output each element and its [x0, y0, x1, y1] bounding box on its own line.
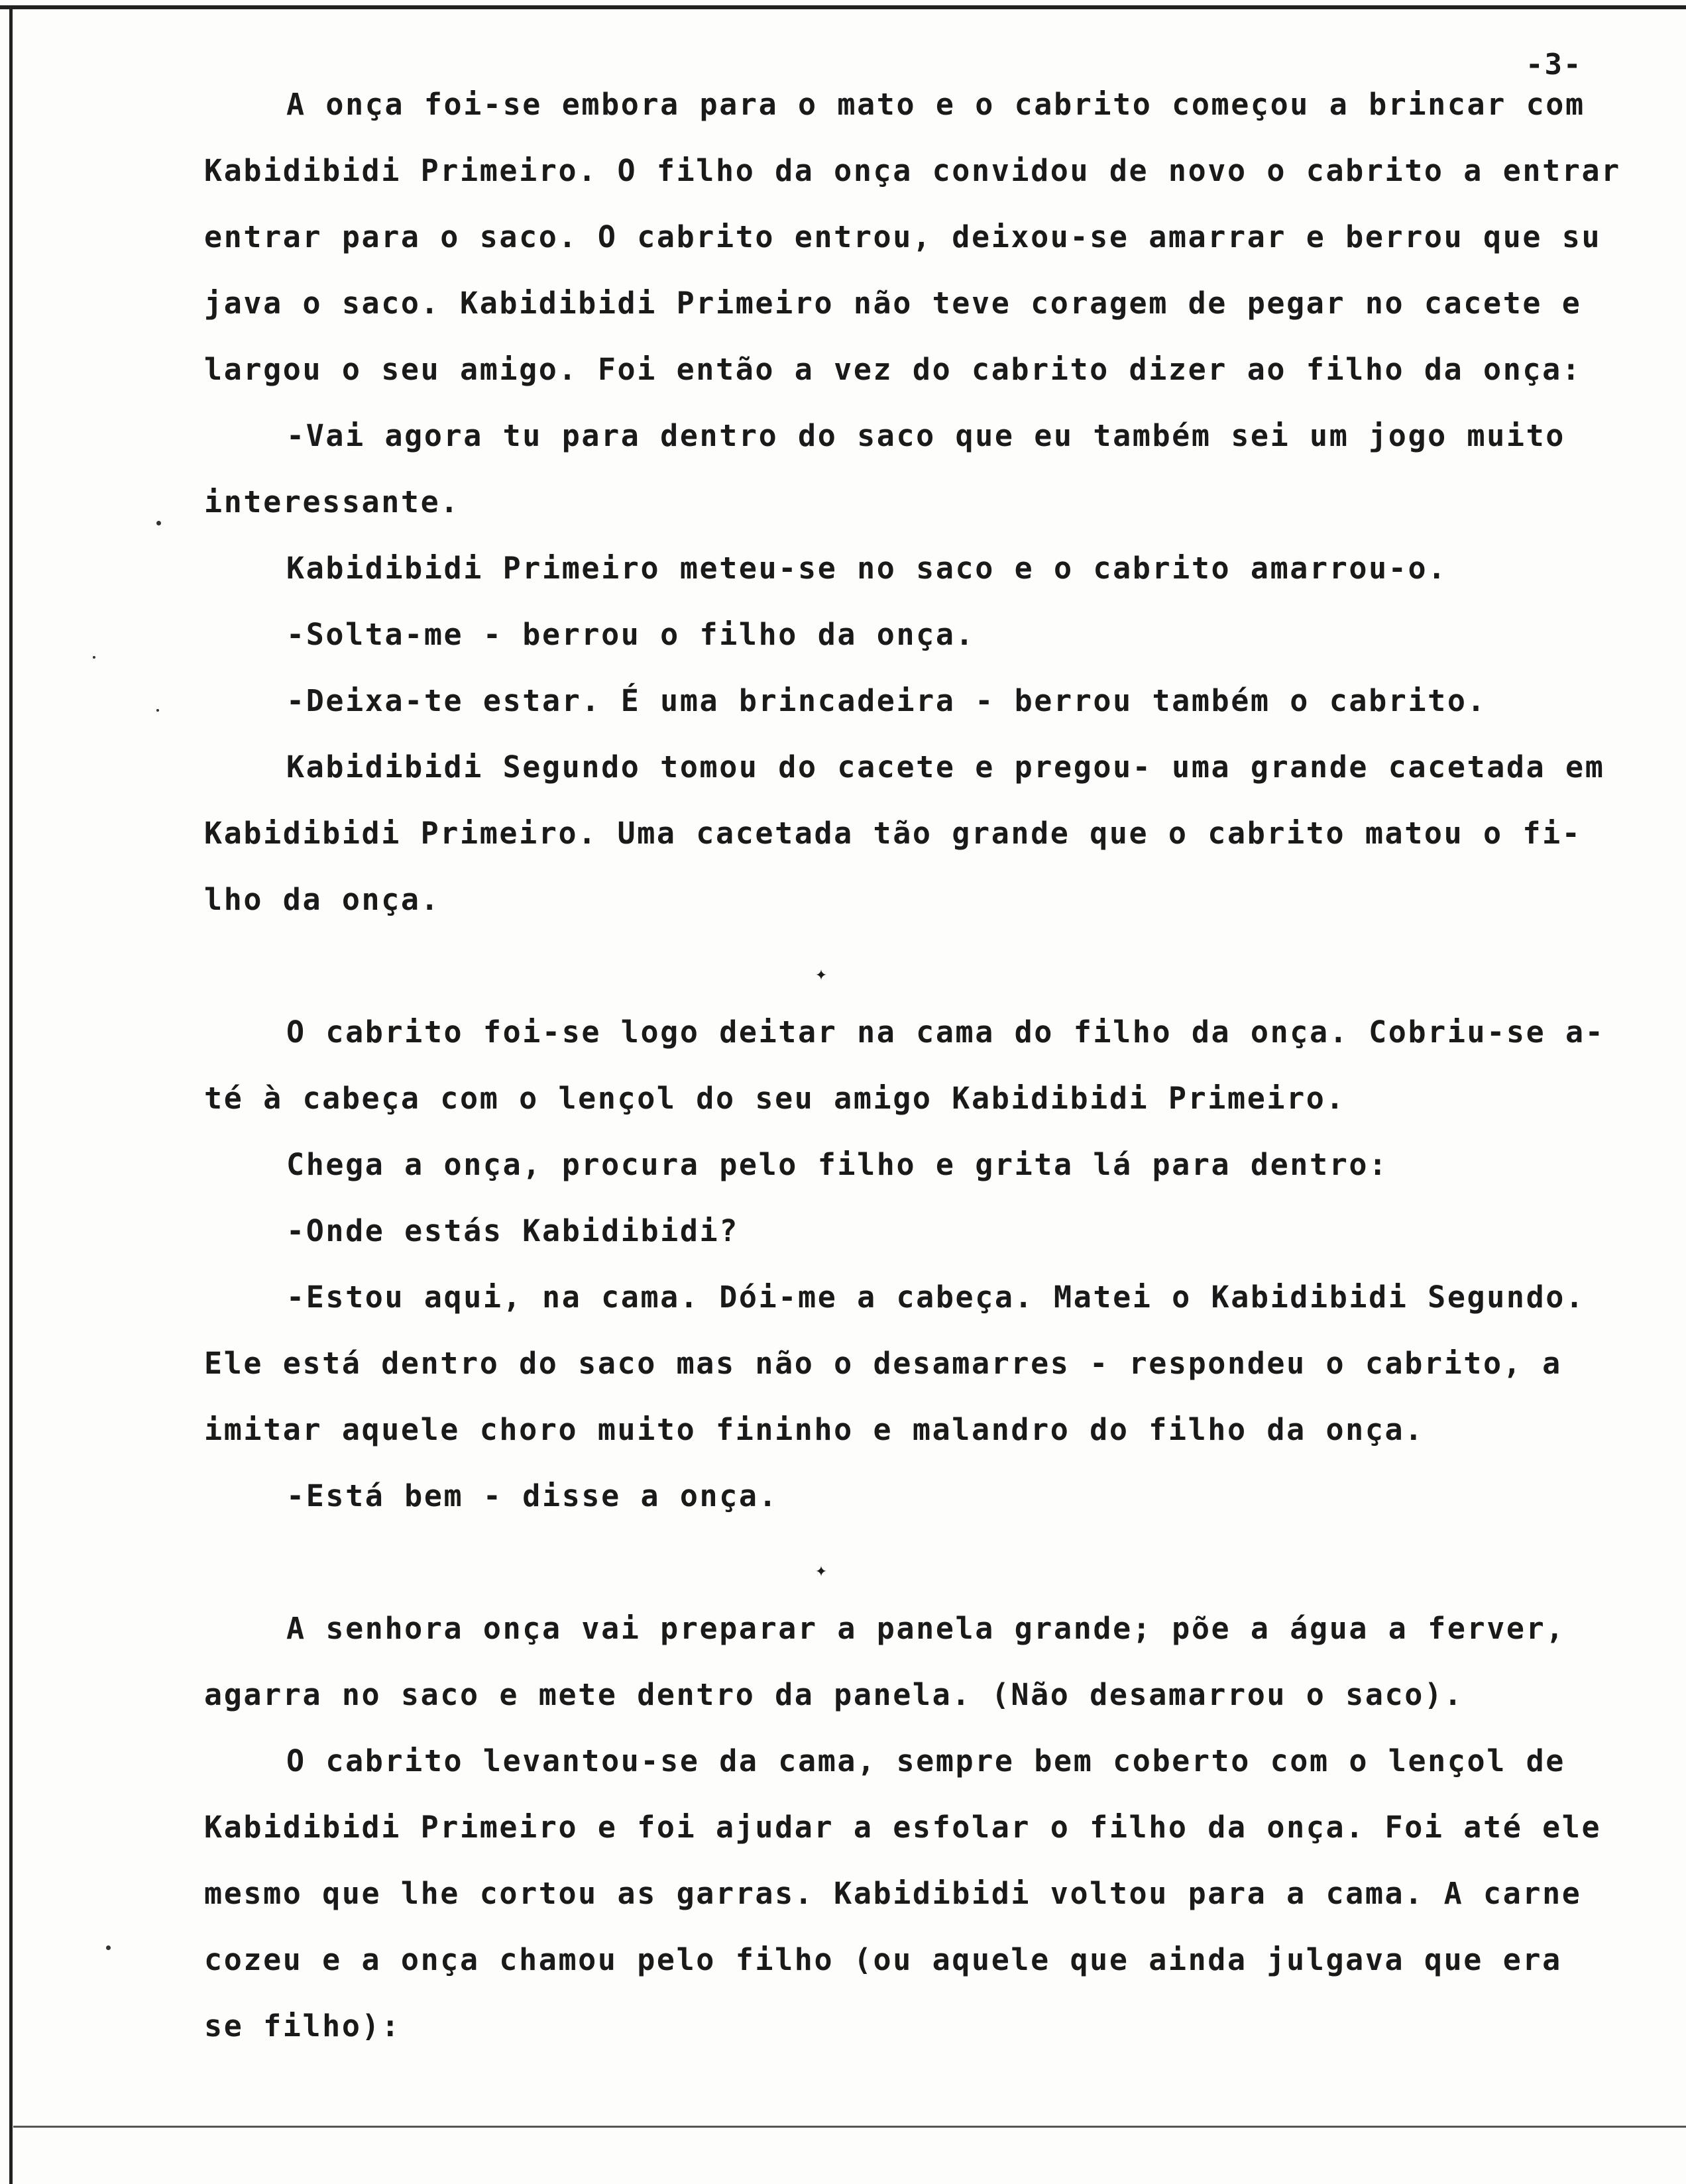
scan-speck	[156, 709, 159, 712]
text-line: O cabrito foi-se logo deitar na cama do filho da onça. Cobriu-se a-	[286, 1014, 1605, 1050]
text-line: Chega a onça, procura pelo filho e grita lá para dentro:	[286, 1147, 1388, 1182]
text-line: mesmo que lhe cortou as garras. Kabidibidi voltou para a cama. A carne	[204, 1876, 1582, 1911]
text-line: té à cabeça com o lençol do seu amigo Kabidibidi Primeiro.	[204, 1081, 1346, 1116]
text-line: lho da onça.	[204, 882, 441, 917]
text-line: interessante.	[204, 484, 460, 519]
page-bottom-rule	[13, 2126, 1686, 2128]
text-line: A senhora onça vai preparar a panela grande; põe a água a ferver,	[286, 1611, 1565, 1646]
page-top-border	[0, 5, 1686, 9]
scan-speck	[106, 1945, 111, 1950]
typed-text-body	[204, 85, 1649, 2044]
text-line: A onça foi-se embora para o mato e o cabrito começou a brincar com	[286, 87, 1585, 122]
text-line: O cabrito levantou-se da cama, sempre bem coberto com o lençol de	[286, 1743, 1565, 1778]
page-left-border	[9, 5, 13, 2184]
section-divider-cross: ✦	[815, 962, 828, 985]
scan-speck	[156, 521, 161, 525]
text-line: Kabidibidi Primeiro. O filho da onça convidou de novo o cabrito a entrar	[204, 153, 1621, 188]
scan-speck	[93, 656, 95, 659]
text-line: Kabidibidi Segundo tomou do cacete e pregou- uma grande cacetada em	[286, 749, 1605, 785]
text-line: se filho):	[204, 2008, 401, 2044]
text-line: largou o seu amigo. Foi então a vez do cabrito dizer ao filho da onça:	[204, 352, 1582, 387]
text-line: cozeu e a onça chamou pelo filho (ou aquele que ainda julgava que era	[204, 1942, 1562, 1977]
text-line: -Vai agora tu para dentro do saco que eu também sei um jogo muito	[286, 418, 1565, 453]
text-line: -Está bem - disse a onça.	[286, 1478, 779, 1513]
text-line: agarra no saco e mete dentro da panela. (Não desamarrou o saco).	[204, 1677, 1464, 1712]
text-line: entrar para o saco. O cabrito entrou, deixou-se amarrar e berrou que su	[204, 219, 1602, 254]
text-line: Ele está dentro do saco mas não o desamarres - respondeu o cabrito, a	[204, 1346, 1562, 1381]
text-line: -Onde estás Kabidibidi?	[286, 1213, 739, 1248]
text-line: java o saco. Kabidibidi Primeiro não teve coragem de pegar no cacete e	[204, 286, 1582, 321]
text-line: -Estou aqui, na cama. Dói-me a cabeça. Matei o Kabidibidi Segundo.	[286, 1280, 1585, 1315]
section-divider-cross: ✦	[815, 1558, 828, 1582]
text-line: -Deixa-te estar. É uma brincadeira - berrou também o cabrito.	[286, 683, 1487, 718]
text-line: Kabidibidi Primeiro. Uma cacetada tão grande que o cabrito matou o fi-	[204, 816, 1582, 851]
page-number: -3-	[1526, 48, 1583, 82]
text-line: -Solta-me - berrou o filho da onça.	[286, 617, 976, 652]
text-line: Kabidibidi Primeiro e foi ajudar a esfolar o filho da onça. Foi até ele	[204, 1810, 1602, 1845]
text-line: imitar aquele choro muito fininho e malandro do filho da onça.	[204, 1412, 1424, 1447]
text-line: Kabidibidi Primeiro meteu-se no saco e o cabrito amarrou-o.	[286, 551, 1447, 586]
